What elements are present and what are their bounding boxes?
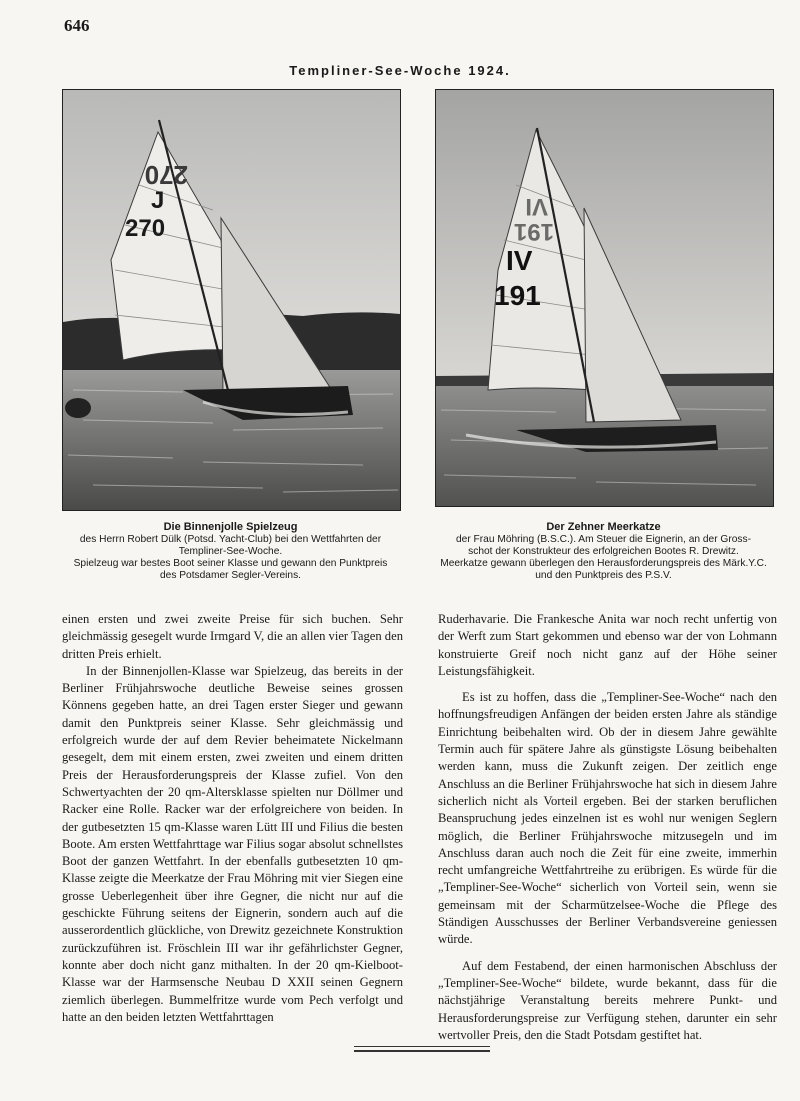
caption-line: schot der Konstrukteur des erfolgreichen Bootes R. Drewitz. xyxy=(468,546,739,557)
caption-title: Die Binnenjolle Spielzeug xyxy=(163,521,298,533)
page-number: 646 xyxy=(64,16,90,35)
sail-number: 191 xyxy=(494,280,541,311)
photo-zehner-meerkatze xyxy=(435,89,774,507)
sail-letter: J xyxy=(151,187,165,214)
sail-number-mirror: 270 xyxy=(144,160,188,190)
paragraph: Ruderhavarie. Die Frankesche Anita war noch recht unfertig von der Werft zum Start gekommen und ebenso war der von Lohmann konstruierte Greif noch nicht ganz auf der Höhe seiner Leistungsfähigkeit. xyxy=(438,612,777,678)
caption-left xyxy=(58,521,403,582)
caption-line: des Potsdamer Segler-Vereins. xyxy=(160,570,301,581)
caption-line: Templiner-See-Woche. xyxy=(178,546,283,557)
caption-title: Der Zehner Meerkatze xyxy=(546,521,661,533)
caption-line: Meerkatze gewann überlegen den Herausforderungspreis des Märk.Y.C. xyxy=(440,558,767,569)
sail-class: IV xyxy=(506,245,533,276)
paragraph: Es ist zu hoffen, dass die „Templiner-See-Woche“ nach den hoffnungsfreudigen Anfängen der beiden ersten Jahre als ständige Einrichtung beibehalten wird. Ob der in diesem Jahre gewählte Termin auch für spätere Jahre als günstigste Lösung beibehalten werden kann, muss die Zukunft zeigen. Der zeitlich enge Anschluss an die Berliner Frühjahrswoche hat sich in diesem Jahre sicherlich nicht als Vorteil ergeben. Bei der starken beruflichen Beanspruchung jedes einzelnen ist es wohl nur wenigen Seglern möglich, die Berliner Frühjahrswoche mitzusegeln und im Anschluss daran auch noch die Zeit für eine zweite, immerhin recht umfangreiche Wettfahrtreihe zu erübrigen. Es würde für die „Templiner-See-Woche“ sicherlich von Vorteil sein, wenn sie gemeinsam mit der Scharmützelsee-Woche die Pflege des Ständigen Ausschusses der Berliner Verbandsvereine geniessen würde. xyxy=(438,690,777,947)
end-rule xyxy=(354,1046,490,1047)
caption-line: Spielzeug war bestes Boot seiner Klasse und gewann den Punktpreis xyxy=(73,558,388,569)
end-rule xyxy=(354,1050,490,1052)
paragraph: In der Binnenjollen-Klasse war Spielzeug, das bereits in der Berliner Frühjahrswoche deutliche Beweise seines grossen Könnens gegeben hatte, an drei Tagen erster Sieger und gewann damit den Punktpreis seiner Klasse. Sehr gleichmässig und erfolgreich wurde der auf dem Revier beheimatete Nickelmann gesegelt, dem mit einem ersten, zwei zweiten und einem dritten Preis der Herausforderungspreis der Klasse zufiel. Von den Schwertyachten der 20 qm-Altersklasse spielten nur Döllmer und Racker eine Rolle. Racker war der erfolgreichere von beiden. In der gutbesetzten 15 qm-Klasse waren Lütt III und Filius die besten Boote. Am ersten Wettfahrttage war Filius sogar absolut schnellstes Boot der ganzen Wettfahrt. In der ebenfalls gutbesetzten 10 qm-Klasse zeigte die Meerkatze der Frau Möhring mit vier Siegen eine grosse Ueberlegenheit über ihre Gegner, die nicht nur auf die geschickte Führung seitens der Eignerin, sondern auch auf die ausserordentlich glückliche, von Drewitz gezeichnete Konstruktion zurückzuführen ist. Fröschlein III war ihr gefährlichster Gegner, konnte aber doch nicht ganz mithalten. In der 20 qm-Kielboot-Klasse war der Harmsensche Neubau D XXII seinen Gegnern ziemlich überlegen. Bummelfritze wurde vom Pech verfolgt und hatte an den beiden letzten Wettfahrttagen xyxy=(62,663,403,1024)
photo-binnenjolle-spielzeug xyxy=(62,89,401,511)
sail-number-mirror: 191 xyxy=(513,218,554,245)
caption-line: der Frau Möhring (B.S.C.). Am Steuer die Eignerin, an der Gross- xyxy=(456,534,751,545)
sail-number: 270 xyxy=(125,215,166,242)
caption-right xyxy=(430,521,777,582)
caption-line: und den Punktpreis des P.S.V. xyxy=(535,570,672,581)
running-title: Templiner-See-Woche 1924. xyxy=(289,63,511,78)
body-column-right xyxy=(438,611,777,1044)
body-column-left xyxy=(62,611,403,1026)
sail-class-mirror: VI xyxy=(525,193,548,220)
paragraph: Auf dem Festabend, der einen harmonischen Abschluss der „Templiner-See-Woche“ bildete, wurde bekannt, dass für die nächstjährige Veranstaltung bereits mehrere Punkt- und Herausforderungspreise zur Verfügung stehen, darunter ein sehr wertvoller Preis, den die Stadt Potsdam gestiftet hat. xyxy=(438,958,777,1042)
paragraph: einen ersten und zwei zweite Preise für sich buchen. Sehr gleichmässig gesegelt wurde Irmgard V, die an allen vier Tagen den dritten Preis erhielt. xyxy=(62,612,403,661)
caption-line: des Herrn Robert Dülk (Potsd. Yacht-Club) bei den Wettfahrten der xyxy=(79,534,382,545)
